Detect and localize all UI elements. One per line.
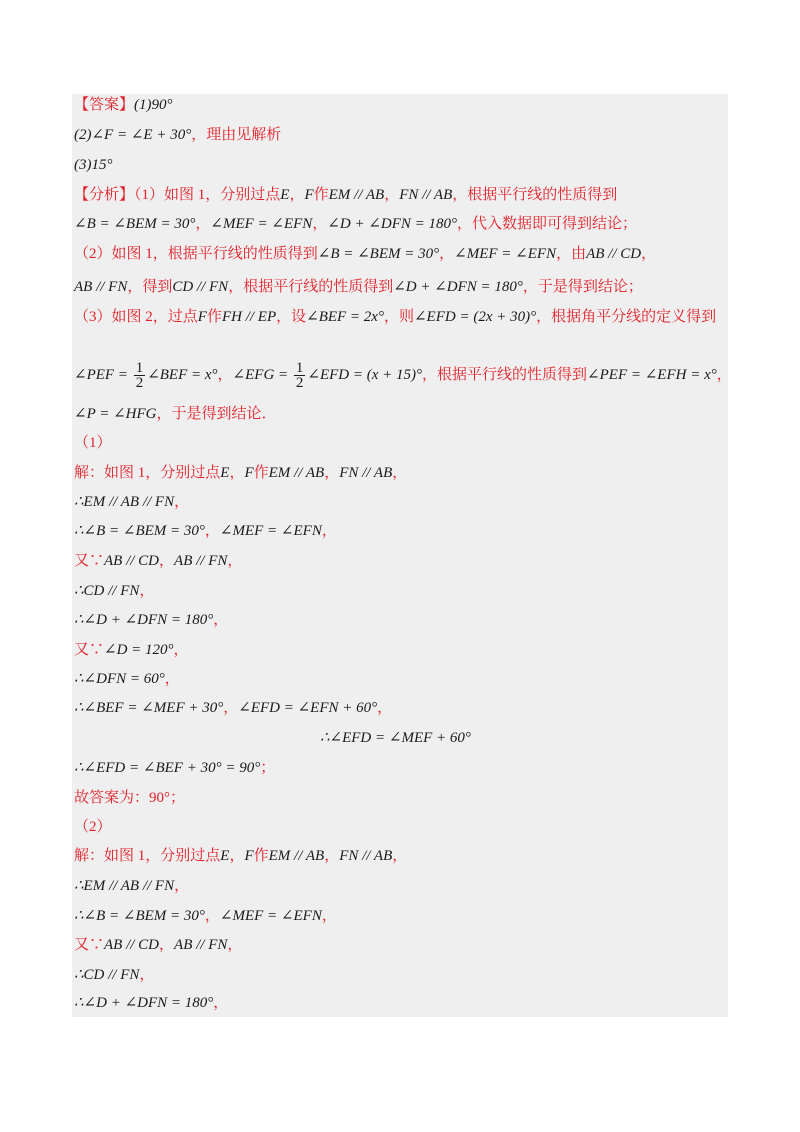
explanation-text: ， <box>324 465 340 481</box>
explanation-text: （1） <box>74 435 112 451</box>
explanation-text: ，根据平行线的性质得到 <box>452 187 618 203</box>
math-text: ∠MEF = ∠EFN <box>219 908 322 924</box>
math-text: ∴∠B = ∠BEM = 30° <box>74 523 205 539</box>
math-text: F <box>244 848 254 864</box>
math-text: ∠D + ∠DFN = 180° <box>327 216 458 232</box>
math-text: AB // FN <box>174 937 228 953</box>
explanation-text: ， <box>384 187 400 203</box>
explanation-text: ， <box>229 465 245 481</box>
text-line <box>74 787 185 809</box>
text-line <box>74 757 275 779</box>
text-line <box>74 964 154 986</box>
text-line <box>74 124 281 146</box>
explanation-text: ， <box>213 995 229 1011</box>
math-text: EM // AB <box>268 848 325 864</box>
text-line <box>74 668 180 690</box>
explanation-text: 【分析】（1）如图 1，分别过点 <box>74 187 281 203</box>
math-text: E <box>220 848 230 864</box>
explanation-text: ， <box>377 700 393 716</box>
text-line <box>74 845 407 867</box>
explanation-text: （2）如图 1，根据平行线的性质得到 <box>74 246 318 262</box>
math-text: ∴∠B = ∠BEM = 30° <box>74 908 205 924</box>
math-text: (3)15° <box>74 157 113 173</box>
math-text: ∠EFG = <box>232 367 292 383</box>
math-text: F <box>244 465 254 481</box>
explanation-text: ， <box>174 878 190 894</box>
text-line <box>74 609 228 631</box>
math-text: ∴∠D + ∠DFN = 180° <box>74 612 214 628</box>
text-line <box>74 432 112 454</box>
math-text: E <box>220 465 230 481</box>
text-line <box>74 184 617 206</box>
explanation-text: ， <box>204 908 220 924</box>
explanation-text: ， <box>227 937 243 953</box>
math-text: AB // CD <box>104 553 160 569</box>
math-text: ∴∠BEF = ∠MEF + 30° <box>74 700 224 716</box>
text-line <box>74 816 112 838</box>
explanation-text: ， <box>229 848 245 864</box>
explanation-text: ， <box>174 494 190 510</box>
math-text: ∠EFD = (x + 15)° <box>307 367 423 383</box>
math-text: AB // CD <box>104 937 160 953</box>
explanation-text: ， <box>392 848 408 864</box>
fraction: $\frac{1}{2}$ <box>295 360 304 392</box>
explanation-text: ， <box>392 465 408 481</box>
explanation-text: ， <box>227 553 243 569</box>
math-text: ∴∠EFD = ∠BEF + 30° = 90° <box>74 760 261 776</box>
math-text: ∴∠D + ∠DFN = 180° <box>74 995 214 1011</box>
text-line <box>74 276 643 298</box>
explanation-text: 解：如图 1，分别过点 <box>74 465 221 481</box>
explanation-text: ，根据平行线的性质得到 <box>422 367 588 383</box>
math-text: EM // AB <box>268 465 325 481</box>
explanation-text: ， <box>173 642 189 658</box>
text-line <box>74 580 154 602</box>
explanation-text: ，根据平行线的性质得到 <box>228 279 394 295</box>
math-text: ∠MEF = ∠EFN <box>219 523 322 539</box>
explanation-text: ， <box>217 367 233 383</box>
explanation-text: ， <box>641 246 657 262</box>
explanation-text: ， <box>139 583 155 599</box>
explanation-text: ； <box>260 760 276 776</box>
text-line <box>74 357 732 393</box>
text-line <box>74 639 189 661</box>
math-text: ∠MEF = ∠EFN <box>210 216 313 232</box>
explanation-text: 作 <box>253 848 269 864</box>
math-text: CD // FN <box>172 279 229 295</box>
math-text: ∴CD // FN <box>74 967 140 983</box>
explanation-text: ，代入数据即可得到结论； <box>457 216 638 232</box>
explanation-text: 又∵ <box>74 553 105 569</box>
math-text: ∠PEF = <box>74 367 132 383</box>
explanation-text: 作 <box>206 309 222 325</box>
explanation-text: 又∵ <box>74 642 105 658</box>
math-text: F <box>197 309 207 325</box>
explanation-text: ，于是得到结论． <box>156 406 277 422</box>
text-line <box>74 905 337 927</box>
text-line <box>74 875 189 897</box>
math-text: ∠EFD = ∠EFN + 60° <box>238 700 378 716</box>
explanation-text: ， <box>716 367 732 383</box>
explanation-text: ， <box>321 908 337 924</box>
fraction: $\frac{1}{2}$ <box>135 360 144 392</box>
explanation-text: 【答案】 <box>74 97 135 113</box>
explanation-text: ，根据角平分线的定义得到 <box>536 309 717 325</box>
math-text: FH // EP <box>221 309 277 325</box>
explanation-text: ， <box>159 553 175 569</box>
explanation-text: 作 <box>313 187 329 203</box>
math-text: (2)∠F = ∠E + 30° <box>74 127 192 143</box>
explanation-text: ， <box>164 671 180 687</box>
math-text: EM // AB <box>328 187 385 203</box>
text-line <box>74 213 637 235</box>
explanation-text: ， <box>321 523 337 539</box>
explanation-text: ， <box>324 848 340 864</box>
explanation-text: ，设 <box>276 309 307 325</box>
math-text: ∠P = ∠HFG <box>74 406 157 422</box>
explanation-text: ， <box>439 246 455 262</box>
explanation-text: ，于是得到结论； <box>522 279 643 295</box>
math-text: AB // FN <box>74 279 128 295</box>
text-line <box>74 403 277 425</box>
text-line <box>74 992 228 1014</box>
explanation-text: ， <box>204 523 220 539</box>
math-text: ∠PEF = ∠EFH = x° <box>587 367 717 383</box>
explanation-text: ，理由见解析 <box>191 127 282 143</box>
math-text: FN // AB <box>399 187 453 203</box>
explanation-text: 作 <box>253 465 269 481</box>
math-text: ∴∠DFN = 60° <box>74 671 165 687</box>
math-text: ∠B = ∠BEM = 30° <box>317 246 440 262</box>
text-line <box>74 550 242 572</box>
explanation-text: ，由 <box>556 246 587 262</box>
explanation-text: ，得到 <box>127 279 173 295</box>
math-text: ∠BEF = 2x° <box>306 309 384 325</box>
math-text: AB // FN <box>174 553 228 569</box>
explanation-text: ，则 <box>383 309 414 325</box>
explanation-text: 解：如图 1，分别过点 <box>74 848 221 864</box>
math-text: E <box>280 187 290 203</box>
explanation-text: （2） <box>74 819 112 835</box>
explanation-text: ， <box>312 216 328 232</box>
math-text: ∠EFD = (2x + 30)° <box>413 309 537 325</box>
math-text: FN // AB <box>339 465 393 481</box>
text-line <box>74 243 656 265</box>
math-text: ∠MEF = ∠EFN <box>454 246 557 262</box>
text-line <box>74 491 189 513</box>
explanation-text: ， <box>289 187 305 203</box>
math-text: ∠BEF = x° <box>147 367 218 383</box>
math-text: ∴∠EFD = ∠MEF + 60° <box>320 730 471 746</box>
math-text: AB // CD <box>586 246 642 262</box>
explanation-text: ， <box>213 612 229 628</box>
explanation-text: ， <box>223 700 239 716</box>
explanation-text: 又∵ <box>74 937 105 953</box>
math-text: (1)90° <box>134 97 173 113</box>
text-line <box>320 727 471 749</box>
text-line <box>74 934 242 956</box>
math-text: F <box>304 187 314 203</box>
text-line <box>74 462 407 484</box>
math-text: ∴EM // AB // FN <box>74 494 175 510</box>
text-line <box>74 306 716 328</box>
math-text: ∠D = 120° <box>104 642 174 658</box>
text-line <box>74 520 337 542</box>
explanation-text: ， <box>139 967 155 983</box>
math-text: ∴EM // AB // FN <box>74 878 175 894</box>
text-line <box>74 154 113 176</box>
text-line <box>74 94 173 116</box>
math-text: ∠D + ∠DFN = 180° <box>393 279 523 295</box>
explanation-text: ， <box>159 937 175 953</box>
text-line <box>74 697 392 719</box>
math-text: ∴CD // FN <box>74 583 140 599</box>
explanation-text: （3）如图 2，过点 <box>74 309 198 325</box>
math-text: ∠B = ∠BEM = 30° <box>74 216 196 232</box>
explanation-text: ， <box>195 216 211 232</box>
math-text: FN // AB <box>339 848 393 864</box>
explanation-text: 故答案为：90°； <box>74 790 185 806</box>
